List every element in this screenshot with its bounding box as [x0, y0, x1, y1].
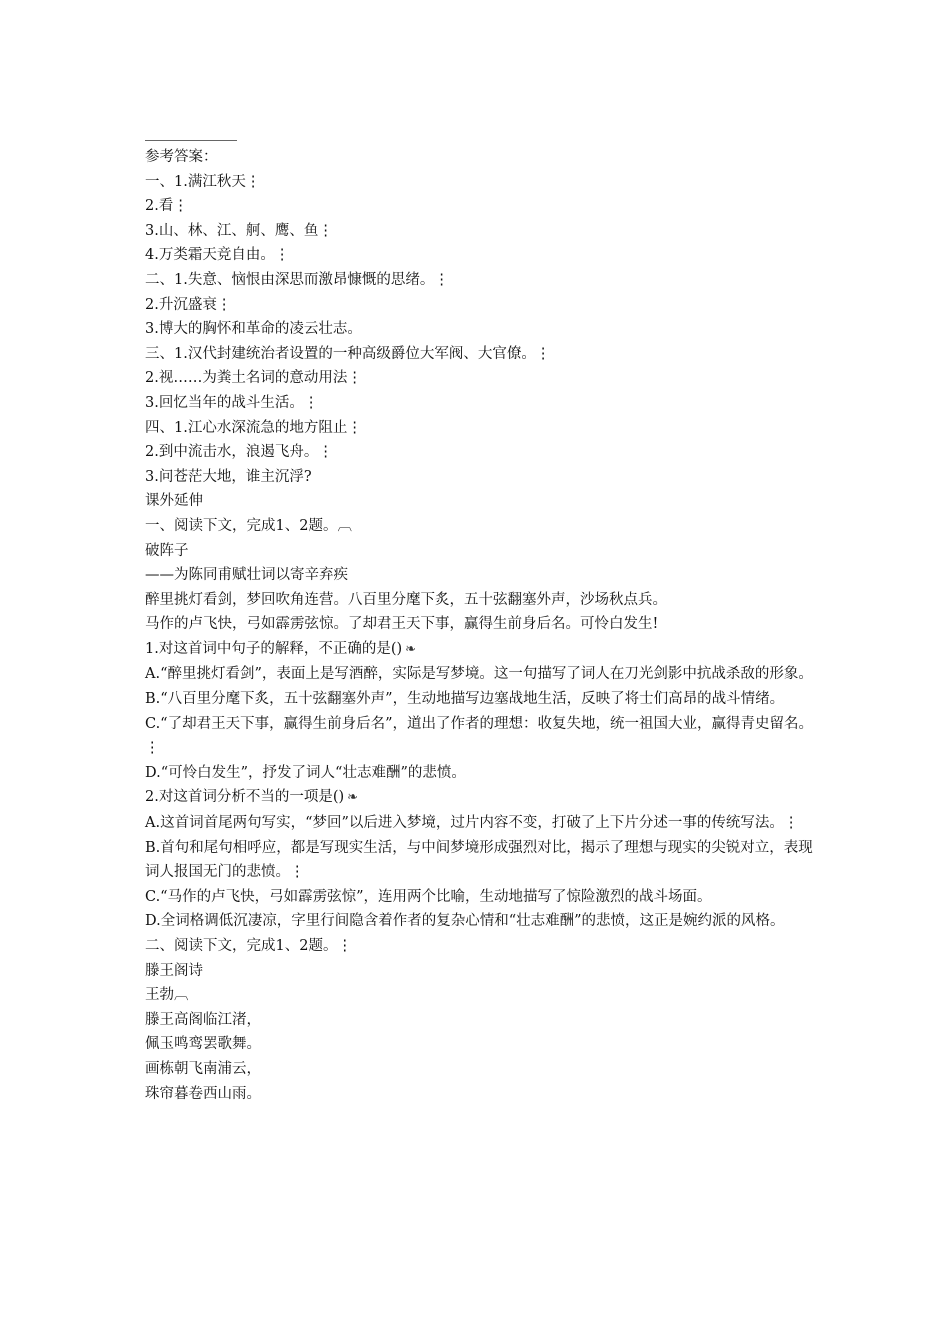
- text-line: 参考答案：: [145, 149, 218, 165]
- text-line: D.“可怜白发生”，抒发了词人“壮志难酬”的悲愤。: [145, 764, 466, 781]
- text-line: A.“醉里挑灯看剑”，表面上是写酒醉，实际是写梦境。这一句描写了词人在刀光剑影中抗战杀敌的形象。: [145, 666, 813, 683]
- text-line: 二、1.失意、恼恨由深思而激昂慷慨的思绪。⋮: [145, 271, 449, 288]
- text-line: 3.问苍茫大地，谁主沉浮?: [145, 468, 312, 485]
- text-line: A.这首词首尾两句写实，“梦回”以后进入梦境，过片内容不变，打破了上下片分述一事的传统写法。⋮: [145, 815, 799, 832]
- text-line: 3.山、林、江、舸、鹰、鱼⋮: [145, 222, 333, 239]
- text-line: C.“了却君王天下事，赢得生前身后名”，道出了作者的理想：收复失地，统一祖国大业，赢得青史留名。⋮: [145, 715, 814, 757]
- text-line: 三、1.汉代封建统治者设置的一种高级爵位大军阀、大官僚。⋮: [145, 345, 551, 362]
- document-body: [145, 145, 815, 1106]
- text-line: 2.对这首词分析不当的一项是() ❧: [145, 789, 359, 806]
- text-line: D.全词格调低沉凄凉，字里行间隐含着作者的复杂心情和“壮志难酬”的悲愤，这正是婉约派的风格。: [145, 913, 785, 930]
- document-page: [145, 140, 815, 1106]
- text-line: 1.对这首词中句子的解释，不正确的是() ❧: [145, 640, 417, 657]
- text-line: B.首句和尾句相呼应，都是写现实生活，与中间梦境形成强烈对比，揭示了理想与现实的尖锐对立，表现词人报国无门的悲愤。⋮: [145, 839, 813, 881]
- text-line: 珠帘暮卷西山雨。: [145, 1085, 261, 1102]
- text-line: 2.到中流击水，浪遏飞舟。⋮: [145, 444, 333, 461]
- text-line: C.“马作的卢飞快，弓如霹雳弦惊”，连用两个比喻，生动地描写了惊险激烈的战斗场面。: [145, 888, 712, 905]
- text-line: 四、1.江心水深流急的地方阻止⋮: [145, 419, 362, 436]
- text-line: 2.视……为粪土名词的意动用法⋮: [145, 370, 362, 387]
- text-line: 二、阅读下文，完成1、2题。⋮: [145, 938, 352, 954]
- scribble-mark-icon: ❧: [347, 790, 359, 806]
- text-line: 3.博大的胸怀和革命的凌云壮志。: [145, 321, 362, 338]
- scribble-mark-icon: ❧: [405, 641, 417, 657]
- text-line: 2.升沉盛衰⋮: [145, 296, 232, 313]
- text-line: B.“八百里分麾下炙，五十弦翻塞外声”，生动地描写边塞战地生活，反映了将士们高昂的战斗情绪。: [145, 691, 785, 708]
- text-line: 王勃︹: [145, 987, 189, 1004]
- text-line: 4.万类霜天竞自由。⋮: [145, 247, 290, 264]
- text-line: 一、阅读下文，完成1、2题。︹: [145, 517, 352, 534]
- text-line: 滕王阁诗: [145, 962, 203, 979]
- text-line: 3.回忆当年的战斗生活。⋮: [145, 394, 319, 411]
- text-line: 滕王高阁临江渚，: [145, 1011, 261, 1028]
- text-line: 破阵子: [145, 542, 189, 559]
- text-line: 画栋朝飞南浦云，: [145, 1060, 261, 1077]
- text-line: 2.看⋮: [145, 198, 188, 215]
- text-line: 醉里挑灯看剑，梦回吹角连营。八百里分麾下炙，五十弦翻塞外声，沙场秋点兵。: [145, 591, 667, 608]
- text-line: 佩玉鸣鸾罢歌舞。: [145, 1036, 261, 1053]
- footnote-rule: [145, 140, 237, 141]
- text-line: 课外延伸: [145, 493, 203, 510]
- text-line: 一、1.满江秋天⋮: [145, 173, 261, 190]
- text-line: ——为陈同甫赋壮词以寄辛弃疾: [145, 567, 348, 584]
- text-line: 马作的卢飞快，弓如霹雳弦惊。了却君王天下事，赢得生前身后名。可怜白发生!: [145, 616, 659, 633]
